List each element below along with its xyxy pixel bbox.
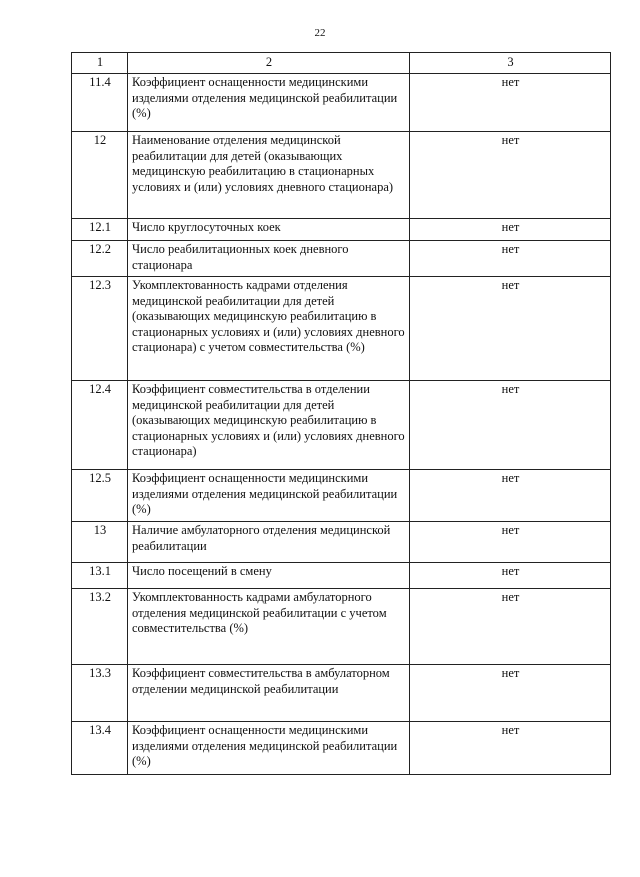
row-value: нет xyxy=(410,589,611,665)
row-value: нет xyxy=(410,241,611,277)
row-description: Наличие амбулаторного отделения медицинской реабилитации xyxy=(128,522,410,563)
row-value: нет xyxy=(410,665,611,722)
row-number: 13.4 xyxy=(72,722,128,775)
table-row xyxy=(72,722,611,775)
row-value: нет xyxy=(410,722,611,775)
table-row xyxy=(72,132,611,219)
indicators-table xyxy=(71,52,611,775)
row-number: 13 xyxy=(72,522,128,563)
row-description: Коэффициент оснащенности медицинскими изделиями отделения медицинской реабилитации (%) xyxy=(128,470,410,522)
table-row xyxy=(72,219,611,241)
row-number: 12 xyxy=(72,132,128,219)
row-number: 12.5 xyxy=(72,470,128,522)
row-description: Число посещений в смену xyxy=(128,563,410,589)
row-number: 12.3 xyxy=(72,277,128,381)
table-row xyxy=(72,665,611,722)
row-number: 13.1 xyxy=(72,563,128,589)
table-row xyxy=(72,381,611,470)
row-description: Число круглосуточных коек xyxy=(128,219,410,241)
row-number: 13.2 xyxy=(72,589,128,665)
table-row xyxy=(72,277,611,381)
row-number: 12.4 xyxy=(72,381,128,470)
row-value: нет xyxy=(410,219,611,241)
row-description: Коэффициент совместительства в амбулаторном отделении медицинской реабилитации xyxy=(128,665,410,722)
table-row xyxy=(72,470,611,522)
table-row xyxy=(72,589,611,665)
row-value: нет xyxy=(410,132,611,219)
row-value: нет xyxy=(410,381,611,470)
row-description: Наименование отделения медицинской реабилитации для детей (оказывающих медицинскую реабилитацию в стационарных условиях и (или) условиях дневного стационара) xyxy=(128,132,410,219)
table-row xyxy=(72,241,611,277)
row-value: нет xyxy=(410,522,611,563)
row-number: 12.1 xyxy=(72,219,128,241)
row-value: нет xyxy=(410,470,611,522)
row-value: нет xyxy=(410,277,611,381)
row-description: Укомплектованность кадрами отделения медицинской реабилитации для детей (оказывающих медицинскую реабилитацию в стационарных условиях и (или) условиях дневного стационара) с учетом совместительства (%) xyxy=(128,277,410,381)
header-row xyxy=(72,53,611,74)
row-value: нет xyxy=(410,563,611,589)
row-number: 11.4 xyxy=(72,74,128,132)
row-description: Укомплектованность кадрами амбулаторного отделения медицинской реабилитации с учетом совместительства (%) xyxy=(128,589,410,665)
row-description: Коэффициент совместительства в отделении медицинской реабилитации для детей (оказывающих медицинскую реабилитацию в стационарных условиях и (или) условиях дневного стационара) xyxy=(128,381,410,470)
page-number: 22 xyxy=(314,27,326,39)
table-row xyxy=(72,563,611,589)
row-description: Коэффициент оснащенности медицинскими изделиями отделения медицинской реабилитации (%) xyxy=(128,722,410,775)
column-header-3: 3 xyxy=(410,53,611,74)
column-header-2: 2 xyxy=(128,53,410,74)
row-description: Число реабилитационных коек дневного стационара xyxy=(128,241,410,277)
table-row xyxy=(72,74,611,132)
table-row xyxy=(72,522,611,563)
row-number: 12.2 xyxy=(72,241,128,277)
row-number: 13.3 xyxy=(72,665,128,722)
row-value: нет xyxy=(410,74,611,132)
column-header-1: 1 xyxy=(72,53,128,74)
row-description: Коэффициент оснащенности медицинскими изделиями отделения медицинской реабилитации (%) xyxy=(128,74,410,132)
